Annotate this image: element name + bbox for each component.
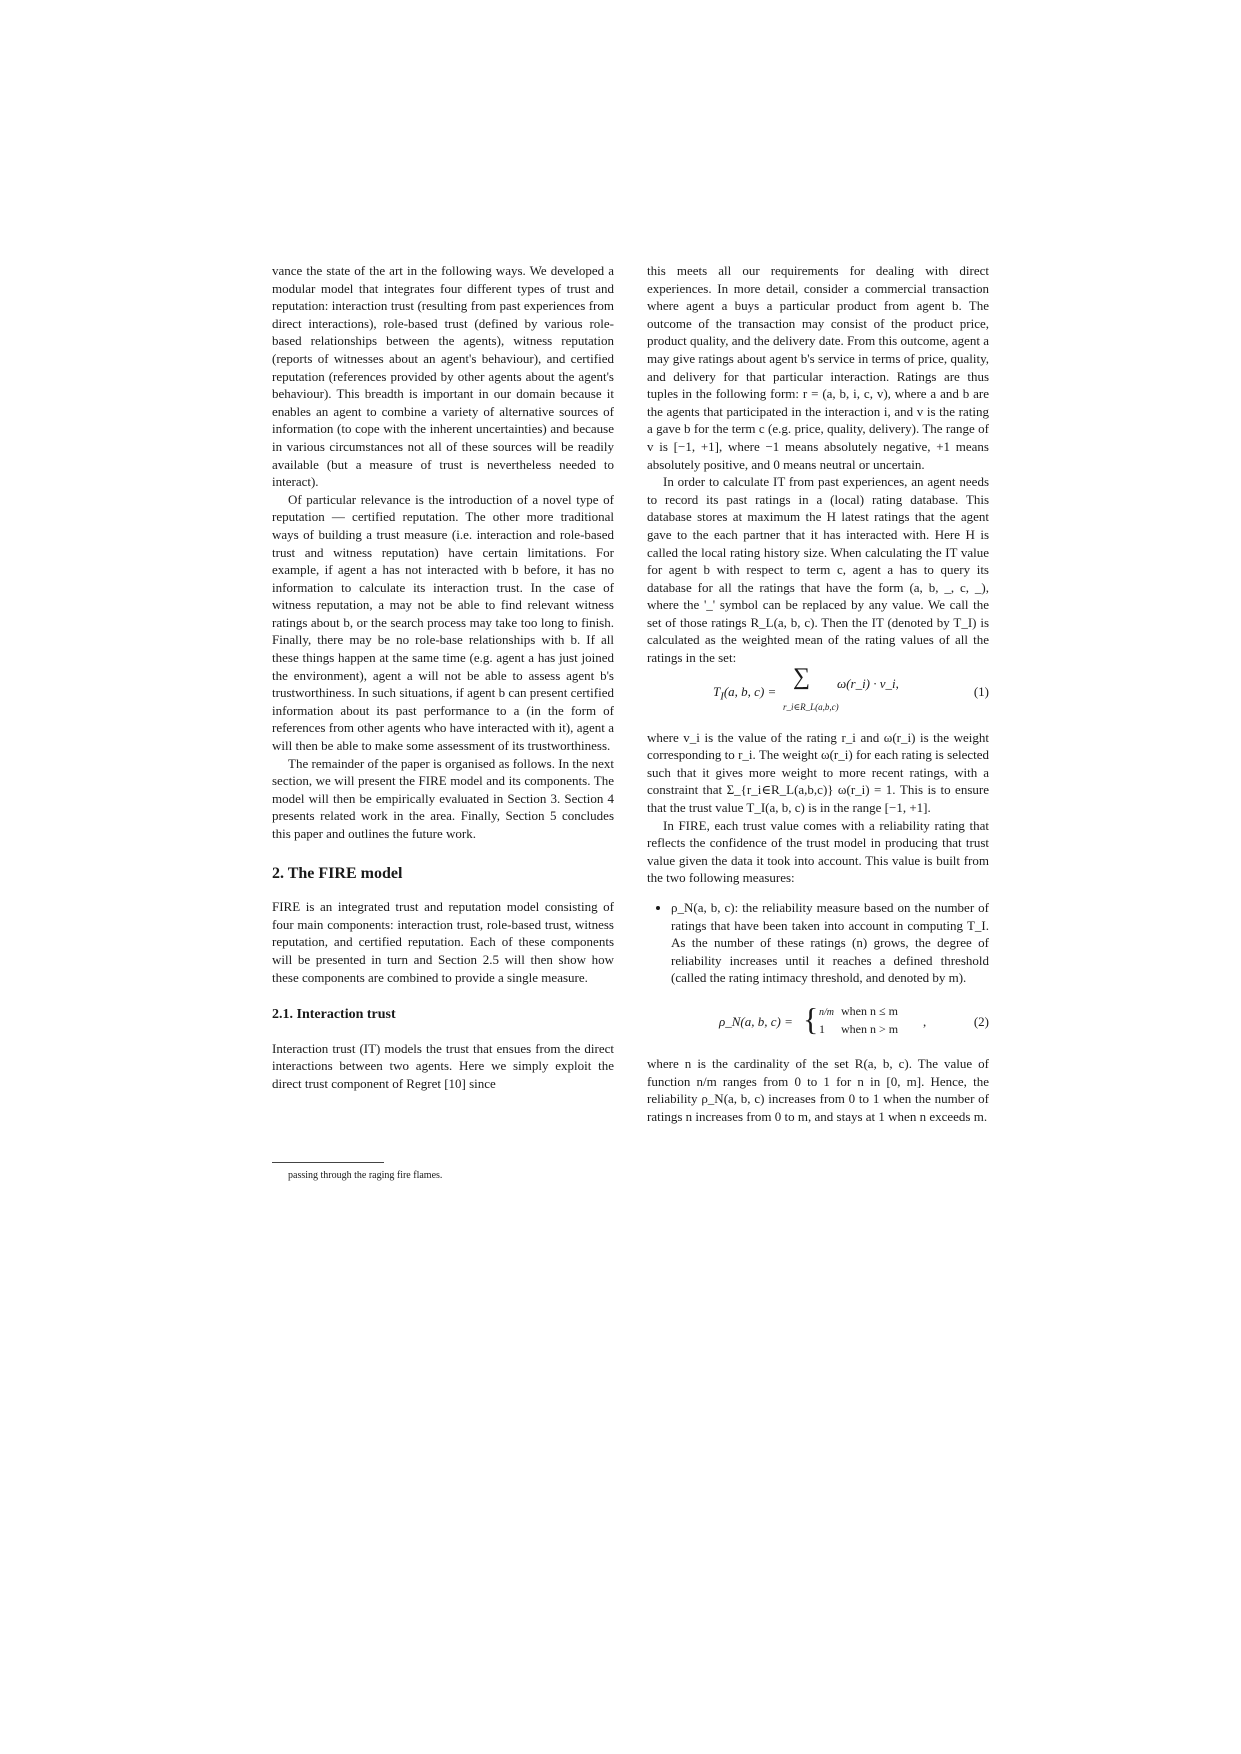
footnote-rule (272, 1162, 384, 1163)
case-condition: when n ≤ m (841, 1003, 898, 1018)
section-heading: 2. The FIRE model (272, 864, 403, 882)
subsection-heading: 2.1. Interaction trust (272, 1007, 396, 1023)
summation-symbol: ∑ (793, 663, 811, 690)
paragraph: this meets all our requirements for dealing with direct experiences. In more detail, consider a commercial transaction where agent a buys a particular product from agent b. The outcome of the transaction may consist of the product price, product quality, and the delivery date. From this outcome, agent a may give ratings about agent b's service in terms of price, quality, and delivery for that particular interaction. Ratings are thus tuples in the following form: r = (a, b, i, c, v), where a and b are the agents that participated in the interaction i, and v is the rating a gave b for the term c (e.g. price, quality, delivery). The range of v is [−1, +1], where −1 means absolutely negative, +1 means absolutely positive, and 0 means neutral or uncertain. (647, 263, 989, 472)
paragraph: Of particular relevance is the introduction of a novel type of reputation — certified reputation. The other more traditional ways of building a trust measure (i.e. interaction and role-based trust and witness reputation) have certain limitations. For example, if agent a has not interacted with b before, it has no information to calculate its interaction trust. In the case of witness reputation, a may not be able to find relevant witness ratings about b, or the search process may take too long to finish. Finally, there may be no role-base relationships with b. If all these things happen at the same time (e.g. agent a has just joined the environment), agent a will not be able to assess agent b's trustworthiness. In such situations, if agent b can present certified information about its past performance to a (in the form of references from other agents who have interacted with it), agent a will then be able to make some assessment of its trustworthiness. (272, 491, 614, 754)
equation-number: (1) (973, 683, 989, 699)
equation-lhs: ρ_N(a, b, c) = (719, 1013, 793, 1029)
paragraph: In order to calculate IT from past experiences, an agent needs to record its past ratings in a (local) rating database. This database stores at maximum the H latest ratings that the agent gave to the each partner that it has interacted with. Here H is called the local rating history size. When calculating the IT value for agent b with respect to term c, agent a has to query its database for all the ratings that have the form (a, b, _, c, _), where the '_' symbol can be replaced by any value. We call the set of those ratings R_L(a, b, c). Then the IT (denoted by T_I) is calculated as the weighted mean of the rating values of all the ratings in the set: (647, 474, 989, 666)
case-value: 1 (819, 1021, 825, 1036)
case-row (819, 1003, 898, 1021)
paragraph: Interaction trust (IT) models the trust that ensues from the direct interactions between two agents. Here we simply exploit the direct trust component of Regret [10] since (272, 1040, 614, 1091)
case-value: n/m (819, 1006, 834, 1018)
left-column (272, 262, 614, 1093)
footnote: passing through the raging fire flames. (288, 1170, 443, 1181)
paragraph: where v_i is the value of the rating r_i and ω(r_i) is the weight corresponding to r_i. The weight ω(r_i) for each rating is selected such that it gives more weight to more recent ratings, with a constraint that Σ_{r_i∈R_L(a,b,c)} ω(r_i) = 1. This is to ensure that the trust value T_I(a, b, c) is in the range [−1, +1]. (647, 729, 989, 816)
equation-2 (647, 999, 989, 1045)
bullet-list (647, 899, 989, 987)
case-condition: when n > m (841, 1021, 899, 1036)
list-item: • ρ_N(a, b, c): the reliability measure based on the number of ratings that have been taken into account in computing T_I. As the number of these ratings (n) grows, the degree of reliability increases until it reaches a defined threshold (called the rating intimacy threshold, and denoted by m). (671, 899, 989, 987)
equation-tail: , (923, 1013, 927, 1029)
paragraph: where n is the cardinality of the set R(a, b, c). The value of function n/m ranges from 0 to 1 for n in [0, m]. Hence, the reliability ρ_N(a, b, c) increases from 0 to 1 when the number of ratings n increases from 0 to m, and stays at 1 when n exceeds m. (647, 1055, 989, 1124)
paragraph: FIRE is an integrated trust and reputation model consisting of four main components: interaction trust, role-based trust, witness reputation, and certified reputation. Each of these components will be presented in turn and Section 2.5 will then show how these components are combined to provide a single measure. (272, 899, 614, 985)
paragraph: The remainder of the paper is organised as follows. In the next section, we will present the FIRE model and its components. The model will then be empirically evaluated in Section 3. Section 4 presents related work in the area. Finally, Section 5 concludes this paper and outlines the future work. (272, 755, 614, 841)
right-column (647, 262, 989, 1125)
brace-glyph: { (803, 1000, 819, 1037)
eq1-args: (a, b, c) = (723, 683, 777, 699)
summation-subscript: r_i∈R_L(a,b,c) (783, 701, 839, 712)
equation-cases (819, 1003, 899, 1037)
case-row (819, 1021, 899, 1037)
paragraph: In FIRE, each trust value comes with a reliability rating that reflects the confidence of the trust model in producing that trust value given the data it took into account. This value is built from the two following measures: (647, 817, 989, 886)
eq1-symbol: T (713, 683, 721, 699)
equation-rhs: ω(r_i) · v_i, (837, 675, 899, 691)
paragraph: vance the state of the art in the following ways. We developed a modular model that integrates four different types of trust and reputation: interaction trust (resulting from past experiences from direct interactions), role-based trust (defined by various role-based relationships between the agents), witness reputation (reports of witnesses about an agent's behaviour), and certified reputation (references provided by other agents about the agent's behaviour). This breadth is important in our domain because it enables an agent to combine a variety of alternative sources of information (to cope with the inherent uncertainties) and because in various circumstances not all of these sources will be readily available (but a measure of trust is nevertheless needed to interact). (272, 263, 614, 490)
equation-number: (2) (973, 1013, 989, 1029)
equation-lhs (713, 683, 776, 706)
eq1-symbol-sub: I (720, 690, 724, 703)
equation-1 (647, 663, 989, 719)
